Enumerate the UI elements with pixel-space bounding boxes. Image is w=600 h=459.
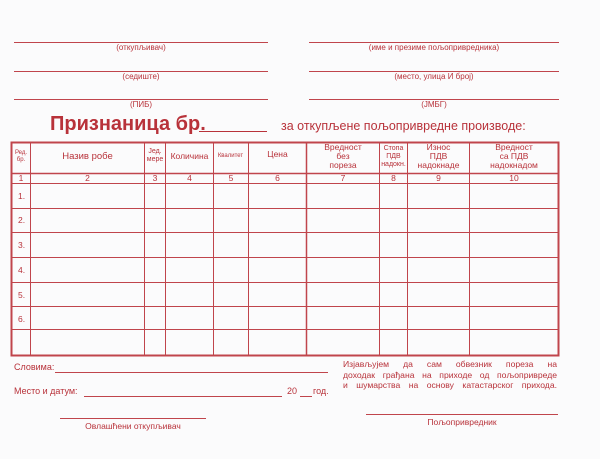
column-number: 1 [18, 173, 24, 183]
row-number: 2. [18, 215, 26, 225]
header-value-excl-tax: Вредност без пореза [324, 142, 362, 170]
authorized-buyer-caption: Овлашћени откупљивач [85, 421, 181, 431]
seat-caption: (седиште) [122, 72, 160, 81]
in-words-line[interactable] [55, 372, 328, 373]
column-number: 2 [85, 173, 90, 183]
receipt-subtitle: за откупљене пољопривредне производе: [281, 119, 526, 133]
header-vat-amount: Износ ПДВ надокнаде [417, 142, 460, 170]
pib-caption: (ПИБ) [129, 100, 153, 109]
farmer-name-caption: (име и презиме пољопривредника) [368, 43, 500, 52]
column-number: 7 [340, 173, 346, 183]
header-quality: Квалитет [217, 153, 244, 159]
farmer-caption: Пољопривредник [427, 417, 497, 427]
column-number: 6 [275, 173, 280, 183]
header-price: Цена [267, 149, 288, 159]
header-row-no: Ред. бр. [14, 150, 28, 163]
buyer-caption: (откупљивач) [116, 43, 166, 52]
header-vat-rate: Стопа ПДВ надокн. [381, 145, 406, 168]
column-number: 9 [436, 173, 441, 183]
year-suffix: год. [313, 386, 329, 396]
column-number: 8 [391, 173, 396, 183]
in-words-label: Словима: [14, 362, 55, 372]
row-number: 1. [18, 191, 26, 201]
header-item-name: Назив робе [62, 151, 113, 162]
column-number: 4 [187, 173, 192, 183]
header-unit: Јед. мере [146, 148, 164, 163]
farmer-signature-line[interactable] [366, 414, 558, 415]
row-number: 3. [18, 240, 26, 250]
column-number: 10 [509, 173, 519, 183]
column-number: 5 [228, 173, 234, 183]
place-date-line[interactable] [84, 396, 282, 397]
row-number: 4. [18, 265, 26, 275]
place-date-label: Место и датум: [14, 386, 78, 396]
year-prefix: 20 [287, 386, 298, 396]
place-street-caption: (место, улица И број) [394, 72, 474, 81]
jmbg-caption: (ЈМБГ) [421, 100, 447, 109]
receipt-title: Признаница бр. [50, 113, 206, 135]
tax-declaration: Изјављујем да сам обвезник пореза на доходак грађана на приходе од пољопривреде и шумарства на основу катастарског прихода. [343, 359, 557, 390]
column-number: 3 [152, 173, 158, 183]
row-number: 6. [18, 314, 26, 324]
year-line[interactable] [300, 396, 312, 397]
authorized-buyer-signature-line[interactable] [60, 418, 206, 419]
header-quantity: Количина [170, 151, 209, 161]
header-value-with-vat: Вредност са ПДВ надокнадом [490, 142, 538, 170]
row-number: 5. [18, 290, 26, 300]
